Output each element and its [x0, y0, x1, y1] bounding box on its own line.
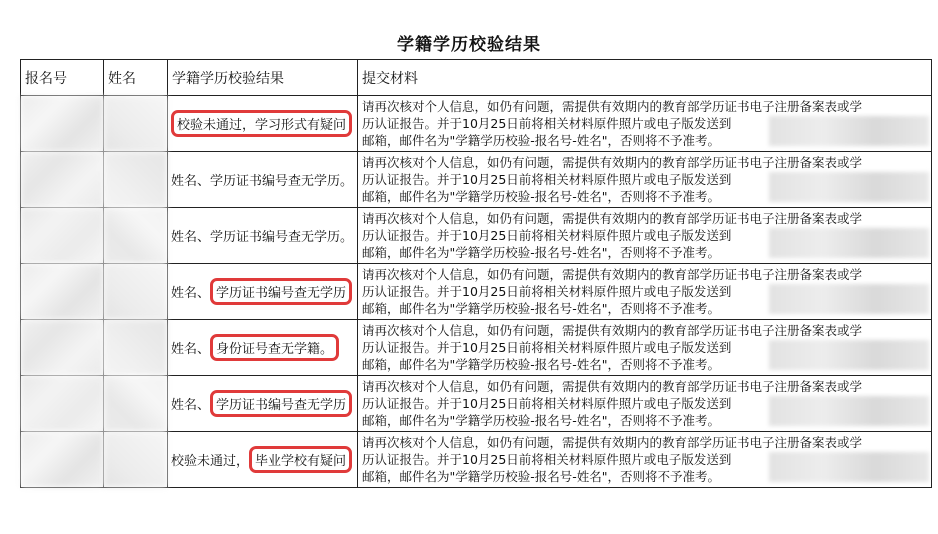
reg-number-cell-redacted [21, 376, 104, 432]
header-name: 姓名 [104, 60, 168, 96]
result-text: 身份证号查无学籍。 [210, 334, 339, 361]
name-cell-redacted [104, 152, 168, 208]
header-reg-number: 报名号 [21, 60, 104, 96]
materials-line-1: 请再次核对个人信息，如仍有问题，需提供有效期内的教育部学历证书电子注册备案表或学 [362, 435, 863, 450]
header-materials: 提交材料 [358, 60, 932, 96]
result-cell [168, 432, 358, 488]
result-cell [168, 96, 358, 152]
name-cell-redacted [104, 320, 168, 376]
materials-line-3: 邮箱，邮件名为"学籍学历校验-报名号-姓名"，否则将不予准考。 [362, 469, 721, 484]
result-cell [168, 264, 358, 320]
materials-cell [358, 376, 932, 432]
table-row [21, 208, 932, 264]
materials-line-2: 历认证报告。并于10月25日前将相关材料原件照片或电子版发送到 [362, 452, 732, 467]
header-result: 学籍学历校验结果 [168, 60, 358, 96]
reg-number-cell-redacted [21, 432, 104, 488]
materials-line-3: 邮箱，邮件名为"学籍学历校验-报名号-姓名"，否则将不予准考。 [362, 189, 721, 204]
reg-number-cell-redacted [21, 152, 104, 208]
materials-cell [358, 432, 932, 488]
verification-table [20, 59, 932, 488]
result-prefix: 姓名、 [171, 286, 211, 301]
name-cell-redacted [104, 432, 168, 488]
table-row [21, 320, 932, 376]
materials-line-1: 请再次核对个人信息，如仍有问题，需提供有效期内的教育部学历证书电子注册备案表或学 [362, 379, 863, 394]
page-title: 学籍学历校验结果 [397, 35, 541, 55]
table-row [21, 152, 932, 208]
name-cell-redacted [104, 264, 168, 320]
table-row [21, 264, 932, 320]
email-redaction [769, 228, 929, 258]
result-cell [168, 320, 358, 376]
materials-cell [358, 96, 932, 152]
email-redaction [769, 396, 929, 426]
result-prefix: 校验未通过， [171, 454, 250, 469]
table-row [21, 376, 932, 432]
result-text: 学历证书编号查无学历 [210, 390, 352, 417]
materials-line-2: 历认证报告。并于10月25日前将相关材料原件照片或电子版发送到 [362, 172, 732, 187]
reg-number-cell-redacted [21, 208, 104, 264]
table-row [21, 432, 932, 488]
materials-line-2: 历认证报告。并于10月25日前将相关材料原件照片或电子版发送到 [362, 228, 732, 243]
result-prefix: 姓名、 [171, 398, 211, 413]
result-text: 姓名、学历证书编号查无学历。 [171, 230, 354, 245]
materials-line-2: 历认证报告。并于10月25日前将相关材料原件照片或电子版发送到 [362, 116, 732, 131]
materials-cell [358, 264, 932, 320]
email-redaction [769, 340, 929, 370]
materials-line-3: 邮箱，邮件名为"学籍学历校验-报名号-姓名"，否则将不予准考。 [362, 245, 721, 260]
materials-line-3: 邮箱，邮件名为"学籍学历校验-报名号-姓名"，否则将不予准考。 [362, 133, 721, 148]
result-cell [168, 208, 358, 264]
materials-line-3: 邮箱，邮件名为"学籍学历校验-报名号-姓名"，否则将不予准考。 [362, 413, 721, 428]
reg-number-cell-redacted [21, 264, 104, 320]
materials-line-2: 历认证报告。并于10月25日前将相关材料原件照片或电子版发送到 [362, 284, 732, 299]
email-redaction [769, 172, 929, 202]
result-cell [168, 376, 358, 432]
result-prefix: 姓名、 [171, 342, 211, 357]
result-text: 姓名、学历证书编号查无学历。 [171, 174, 354, 189]
result-text: 毕业学校有疑问 [249, 446, 352, 473]
materials-line-1: 请再次核对个人信息，如仍有问题，需提供有效期内的教育部学历证书电子注册备案表或学 [362, 267, 863, 282]
materials-line-2: 历认证报告。并于10月25日前将相关材料原件照片或电子版发送到 [362, 340, 732, 355]
name-cell-redacted [104, 208, 168, 264]
name-cell-redacted [104, 96, 168, 152]
result-text: 校验未通过，学习形式有疑问 [171, 110, 352, 137]
table-header-row [21, 60, 932, 96]
name-cell-redacted [104, 376, 168, 432]
materials-line-2: 历认证报告。并于10月25日前将相关材料原件照片或电子版发送到 [362, 396, 732, 411]
materials-line-1: 请再次核对个人信息，如仍有问题，需提供有效期内的教育部学历证书电子注册备案表或学 [362, 99, 863, 114]
reg-number-cell-redacted [21, 320, 104, 376]
result-text: 学历证书编号查无学历 [210, 278, 352, 305]
email-redaction [769, 116, 929, 146]
table-row [21, 96, 932, 152]
materials-line-1: 请再次核对个人信息，如仍有问题，需提供有效期内的教育部学历证书电子注册备案表或学 [362, 211, 863, 226]
email-redaction [769, 284, 929, 314]
result-cell [168, 152, 358, 208]
materials-cell [358, 208, 932, 264]
materials-cell [358, 152, 932, 208]
email-redaction [769, 452, 929, 482]
materials-line-3: 邮箱，邮件名为"学籍学历校验-报名号-姓名"，否则将不予准考。 [362, 301, 721, 316]
materials-cell [358, 320, 932, 376]
materials-line-1: 请再次核对个人信息，如仍有问题，需提供有效期内的教育部学历证书电子注册备案表或学 [362, 323, 863, 338]
materials-line-3: 邮箱，邮件名为"学籍学历校验-报名号-姓名"，否则将不予准考。 [362, 357, 721, 372]
materials-line-1: 请再次核对个人信息，如仍有问题，需提供有效期内的教育部学历证书电子注册备案表或学 [362, 155, 863, 170]
reg-number-cell-redacted [21, 96, 104, 152]
